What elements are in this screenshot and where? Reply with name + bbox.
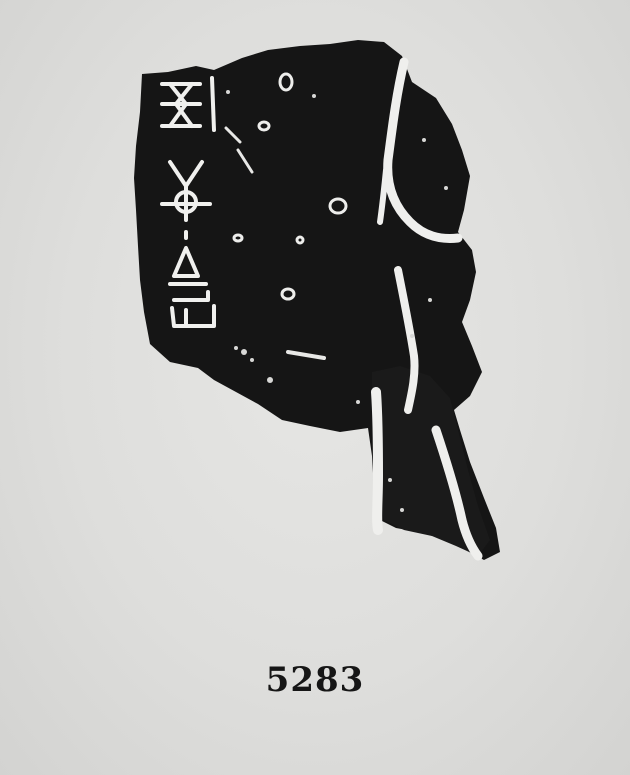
crack-line [376, 392, 378, 530]
rubbing-lower-strip [372, 366, 490, 556]
catalog-number: 5283 [265, 660, 365, 700]
